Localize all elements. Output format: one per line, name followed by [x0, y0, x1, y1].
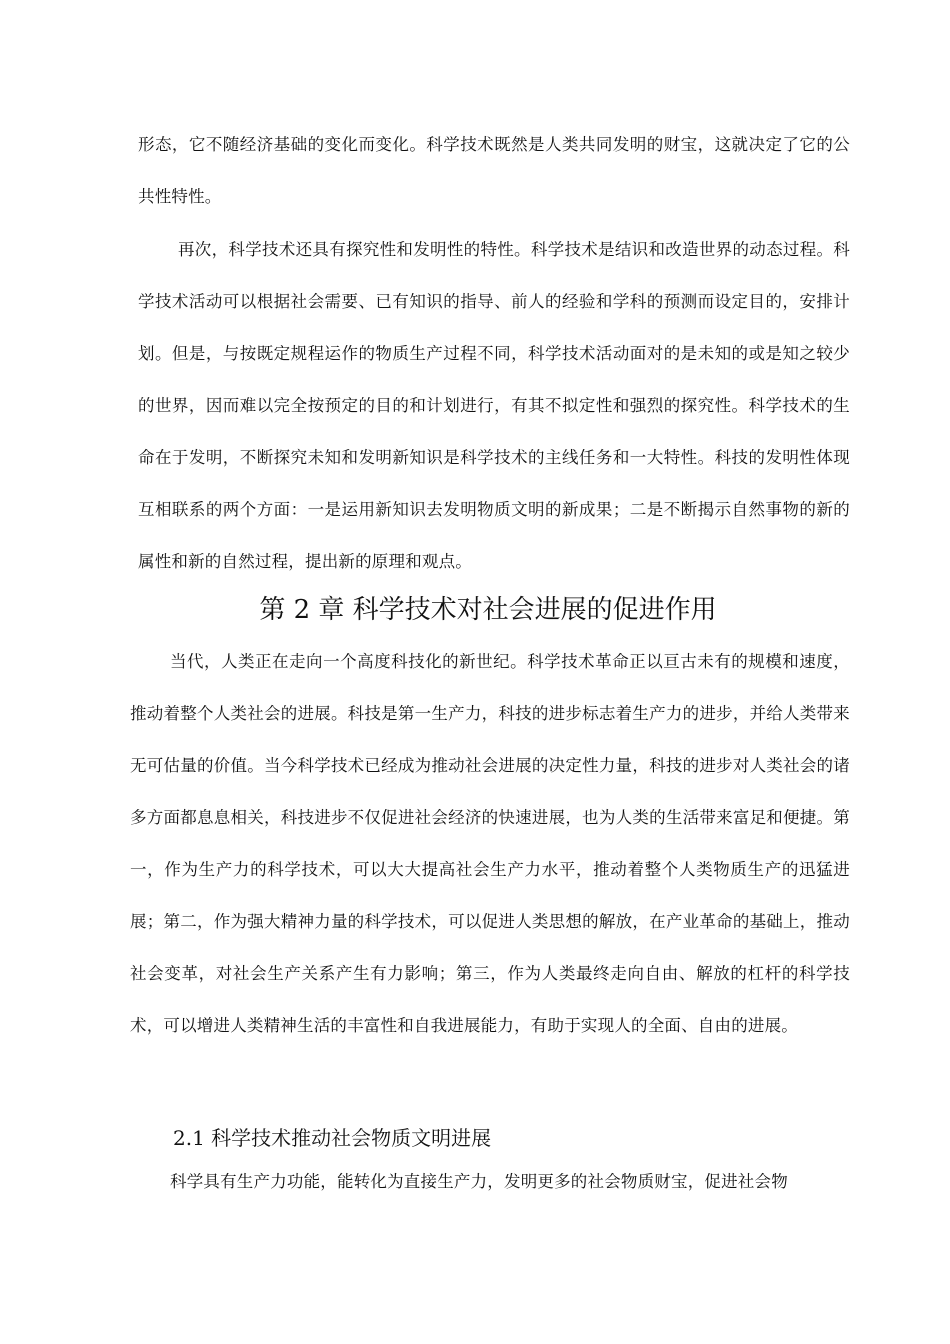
section-intro-paragraph: 科学具有生产力功能，能转化为直接生产力，发明更多的社会物质财宝，促进社会物	[170, 1172, 788, 1191]
chapter-title: 第 2 章 科学技术对社会进展的促进作用	[259, 595, 717, 625]
continuation-paragraph: 形态，它不随经济基础的变化而变化。科学技术既然是人类共同发明的财宝，这就决定了它的公共性特性。	[138, 135, 850, 206]
section-title: 2.1 科学技术推动社会物质文明进展	[173, 1126, 492, 1150]
paragraph-exploratory: 再次，科学技术还具有探究性和发明性的特性。科学技术是结识和改造世界的动态过程。科学技术活动可以根据社会需要、已有知识的指导、前人的经验和学科的预测而设定目的，安排计划。但是，与按既定规程运作的物质生产过程不同，科学技术活动面对的是未知的或是知之较少的世界，因而难以完全按预定的目的和计划进行，有其不拟定性和强烈的探究性。科学技术的生命在于发明，不断探究未知和发明新知识是科学技术的主线任务和一大特性。科技的发明性体现互相联系的两个方面：一是运用新知识去发明物质文明的新成果；二是不断揭示自然事物的新的属性和新的自然过程，提出新的原理和观点。	[138, 240, 850, 571]
chapter-intro-paragraph: 当代，人类正在走向一个高度科技化的新世纪。科学技术革命正以亘古未有的规模和速度，推动着整个人类社会的进展。科技是第一生产力，科技的进步标志着生产力的进步，并给人类带来无可估量的价值。当今科学技术已经成为推动社会进展的决定性力量，科技的进步对人类社会的诸多方面都息息相关，科技进步不仅促进社会经济的快速进展，也为人类的生活带来富足和便捷。第一，作为生产力的科学技术，可以大大提高社会生产力水平，推动着整个人类物质生产的迅猛进展；第二，作为强大精神力量的科学技术，可以促进人类思想的解放，在产业革命的基础上，推动社会变革，对社会生产关系产生有力影响；第三，作为人类最终走向自由、解放的杠杆的科学技术，可以增进人类精神生活的丰富性和自我进展能力，有助于实现人的全面、自由的进展。	[130, 652, 850, 1035]
